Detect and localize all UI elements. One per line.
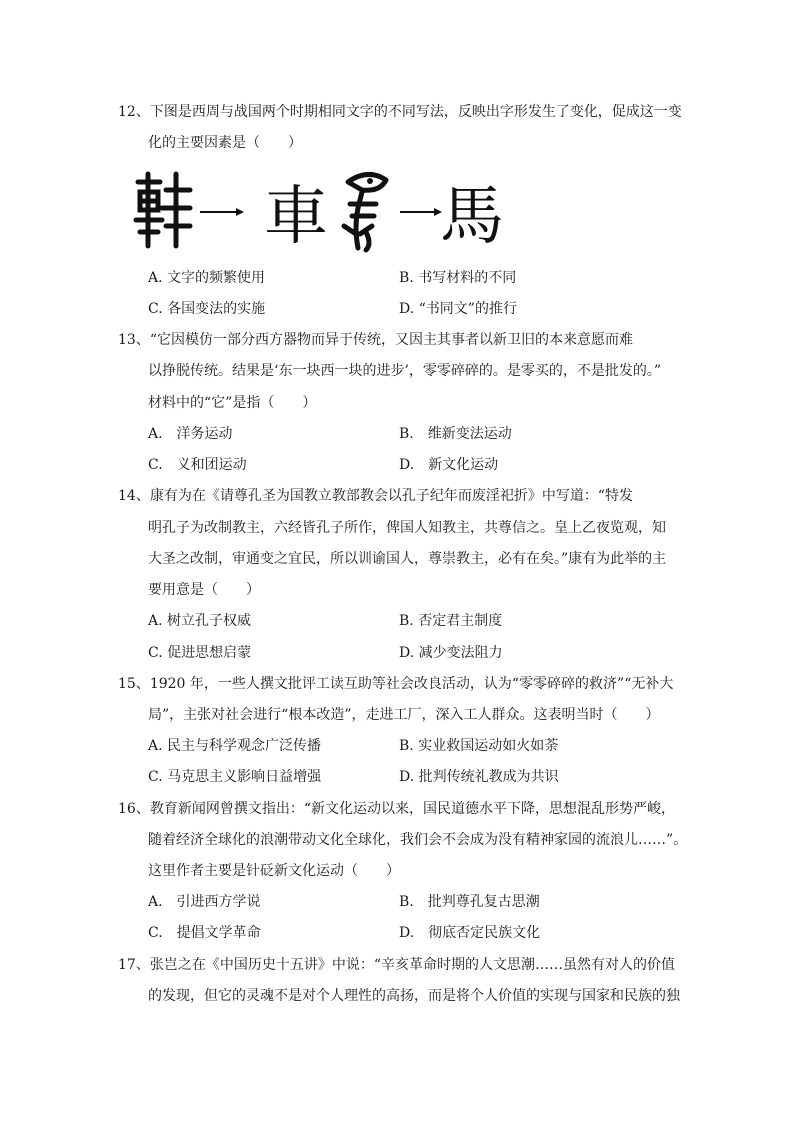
q16-line-2: 随着经济全球化的浪潮带动文化全球化，我们会不会成为没有精神家园的流浪儿……”。: [148, 832, 688, 848]
q13-line-3: 材料中的“它”是指（ ）: [148, 395, 317, 411]
q14-line-3: 大圣之改制，审通变之宜民，所以训谕国人，尊崇教主，必有在矣。”康有为此举的主: [148, 551, 667, 567]
q17-line-1: 17、张岂之在《中国历史十五讲》中说：“辛亥革命时期的人文思潮……虽然有对人的价值: [118, 957, 675, 973]
q14-line-2: 明孔子为改制教主，六经皆孔子所作，俾国人知教主，共尊信之。皇上乙夜览观，知: [148, 520, 666, 536]
q14-line-1: 14、康有为在《请尊孔圣为国教立教部教会以孔子纪年而废淫祀折》中写道：“特发: [118, 488, 633, 504]
q15-option-b[interactable]: B. 实业救国运动如火如荼: [399, 738, 559, 754]
script-evolution-svg: [136, 168, 504, 254]
warring-states-che-glyph: 車: [264, 180, 328, 254]
western-zhou-ma-glyph: [344, 174, 386, 250]
western-zhou-che-glyph: [136, 174, 190, 246]
q13-option-a[interactable]: A. 洋务运动: [148, 426, 233, 442]
q15-option-a[interactable]: A. 民主与科学观念广泛传播: [148, 738, 322, 754]
warring-states-ma-glyph: 馬: [440, 180, 504, 254]
q12-option-c[interactable]: C. 各国变法的实施: [148, 301, 266, 317]
q12-option-a[interactable]: A. 文字的频繁使用: [148, 270, 266, 286]
q12-line-2: 化的主要因素是（ ）: [148, 135, 302, 151]
q13-option-c[interactable]: C. 义和团运动: [148, 457, 247, 473]
q16-line-3: 这里作者主要是针砭新文化运动（ ）: [148, 863, 400, 879]
q16-option-c[interactable]: C. 提倡文学革命: [148, 925, 261, 941]
q13-line-2: 以挣脱传统。结果是‘东一块西一块的进步’，零零碎碎的。是零买的，不是批发的。”: [148, 363, 662, 379]
q12-line-1: 12、下图是西周与战国两个时期相同文字的不同写法，反映出字形发生了变化，促成这一变: [118, 104, 682, 120]
q16-option-b[interactable]: B. 批判尊孔复古思潮: [399, 894, 540, 910]
arrow-icon: [400, 208, 442, 216]
q12-script-evolution-figure: [136, 168, 504, 254]
q15-line-2: 局”，主张对社会进行“根本改造”，走进工厂，深入工人群众。这表明当时（ ）: [148, 707, 660, 723]
q16-option-d[interactable]: D. 彻底否定民族文化: [399, 925, 541, 941]
q17-line-2: 的发现，但它的灵魂不是对个人理性的高扬，而是将个人价值的实现与国家和民族的独: [148, 988, 680, 1004]
q13-line-1: 13、“它因模仿一部分西方器物而异于传统，又因主其事者以新卫旧的本来意愿而难: [118, 332, 633, 348]
q14-line-4: 要用意是（ ）: [148, 582, 260, 598]
q15-option-d[interactable]: D. 批判传统礼教成为共识: [399, 769, 559, 785]
q13-option-d[interactable]: D. 新文化运动: [399, 457, 499, 473]
q12-option-d[interactable]: D. “书同文”的推行: [399, 301, 517, 317]
q14-option-a[interactable]: A. 树立孔子权威: [148, 613, 252, 629]
q16-option-a[interactable]: A. 引进西方学说: [148, 894, 261, 910]
q14-option-d[interactable]: D. 减少变法阻力: [399, 645, 503, 661]
q13-option-b[interactable]: B. 维新变法运动: [399, 426, 512, 442]
q12-option-b[interactable]: B. 书写材料的不同: [399, 270, 517, 286]
q14-option-b[interactable]: B. 否定君主制度: [399, 613, 503, 629]
q14-option-c[interactable]: C. 促进思想启蒙: [148, 645, 252, 661]
arrow-icon: [200, 208, 244, 216]
q15-option-c[interactable]: C. 马克思主义影响日益增强: [148, 769, 322, 785]
q16-line-1: 16、教育新闻网曾撰文指出：“新文化运动以来，国民道德水平下降，思想混乱形势严峻，: [118, 801, 675, 817]
q15-line-1: 15、1920 年，一些人撰文批评工读互助等社会改良活动，认为“零零碎碎的救济”“无补大: [118, 676, 674, 692]
